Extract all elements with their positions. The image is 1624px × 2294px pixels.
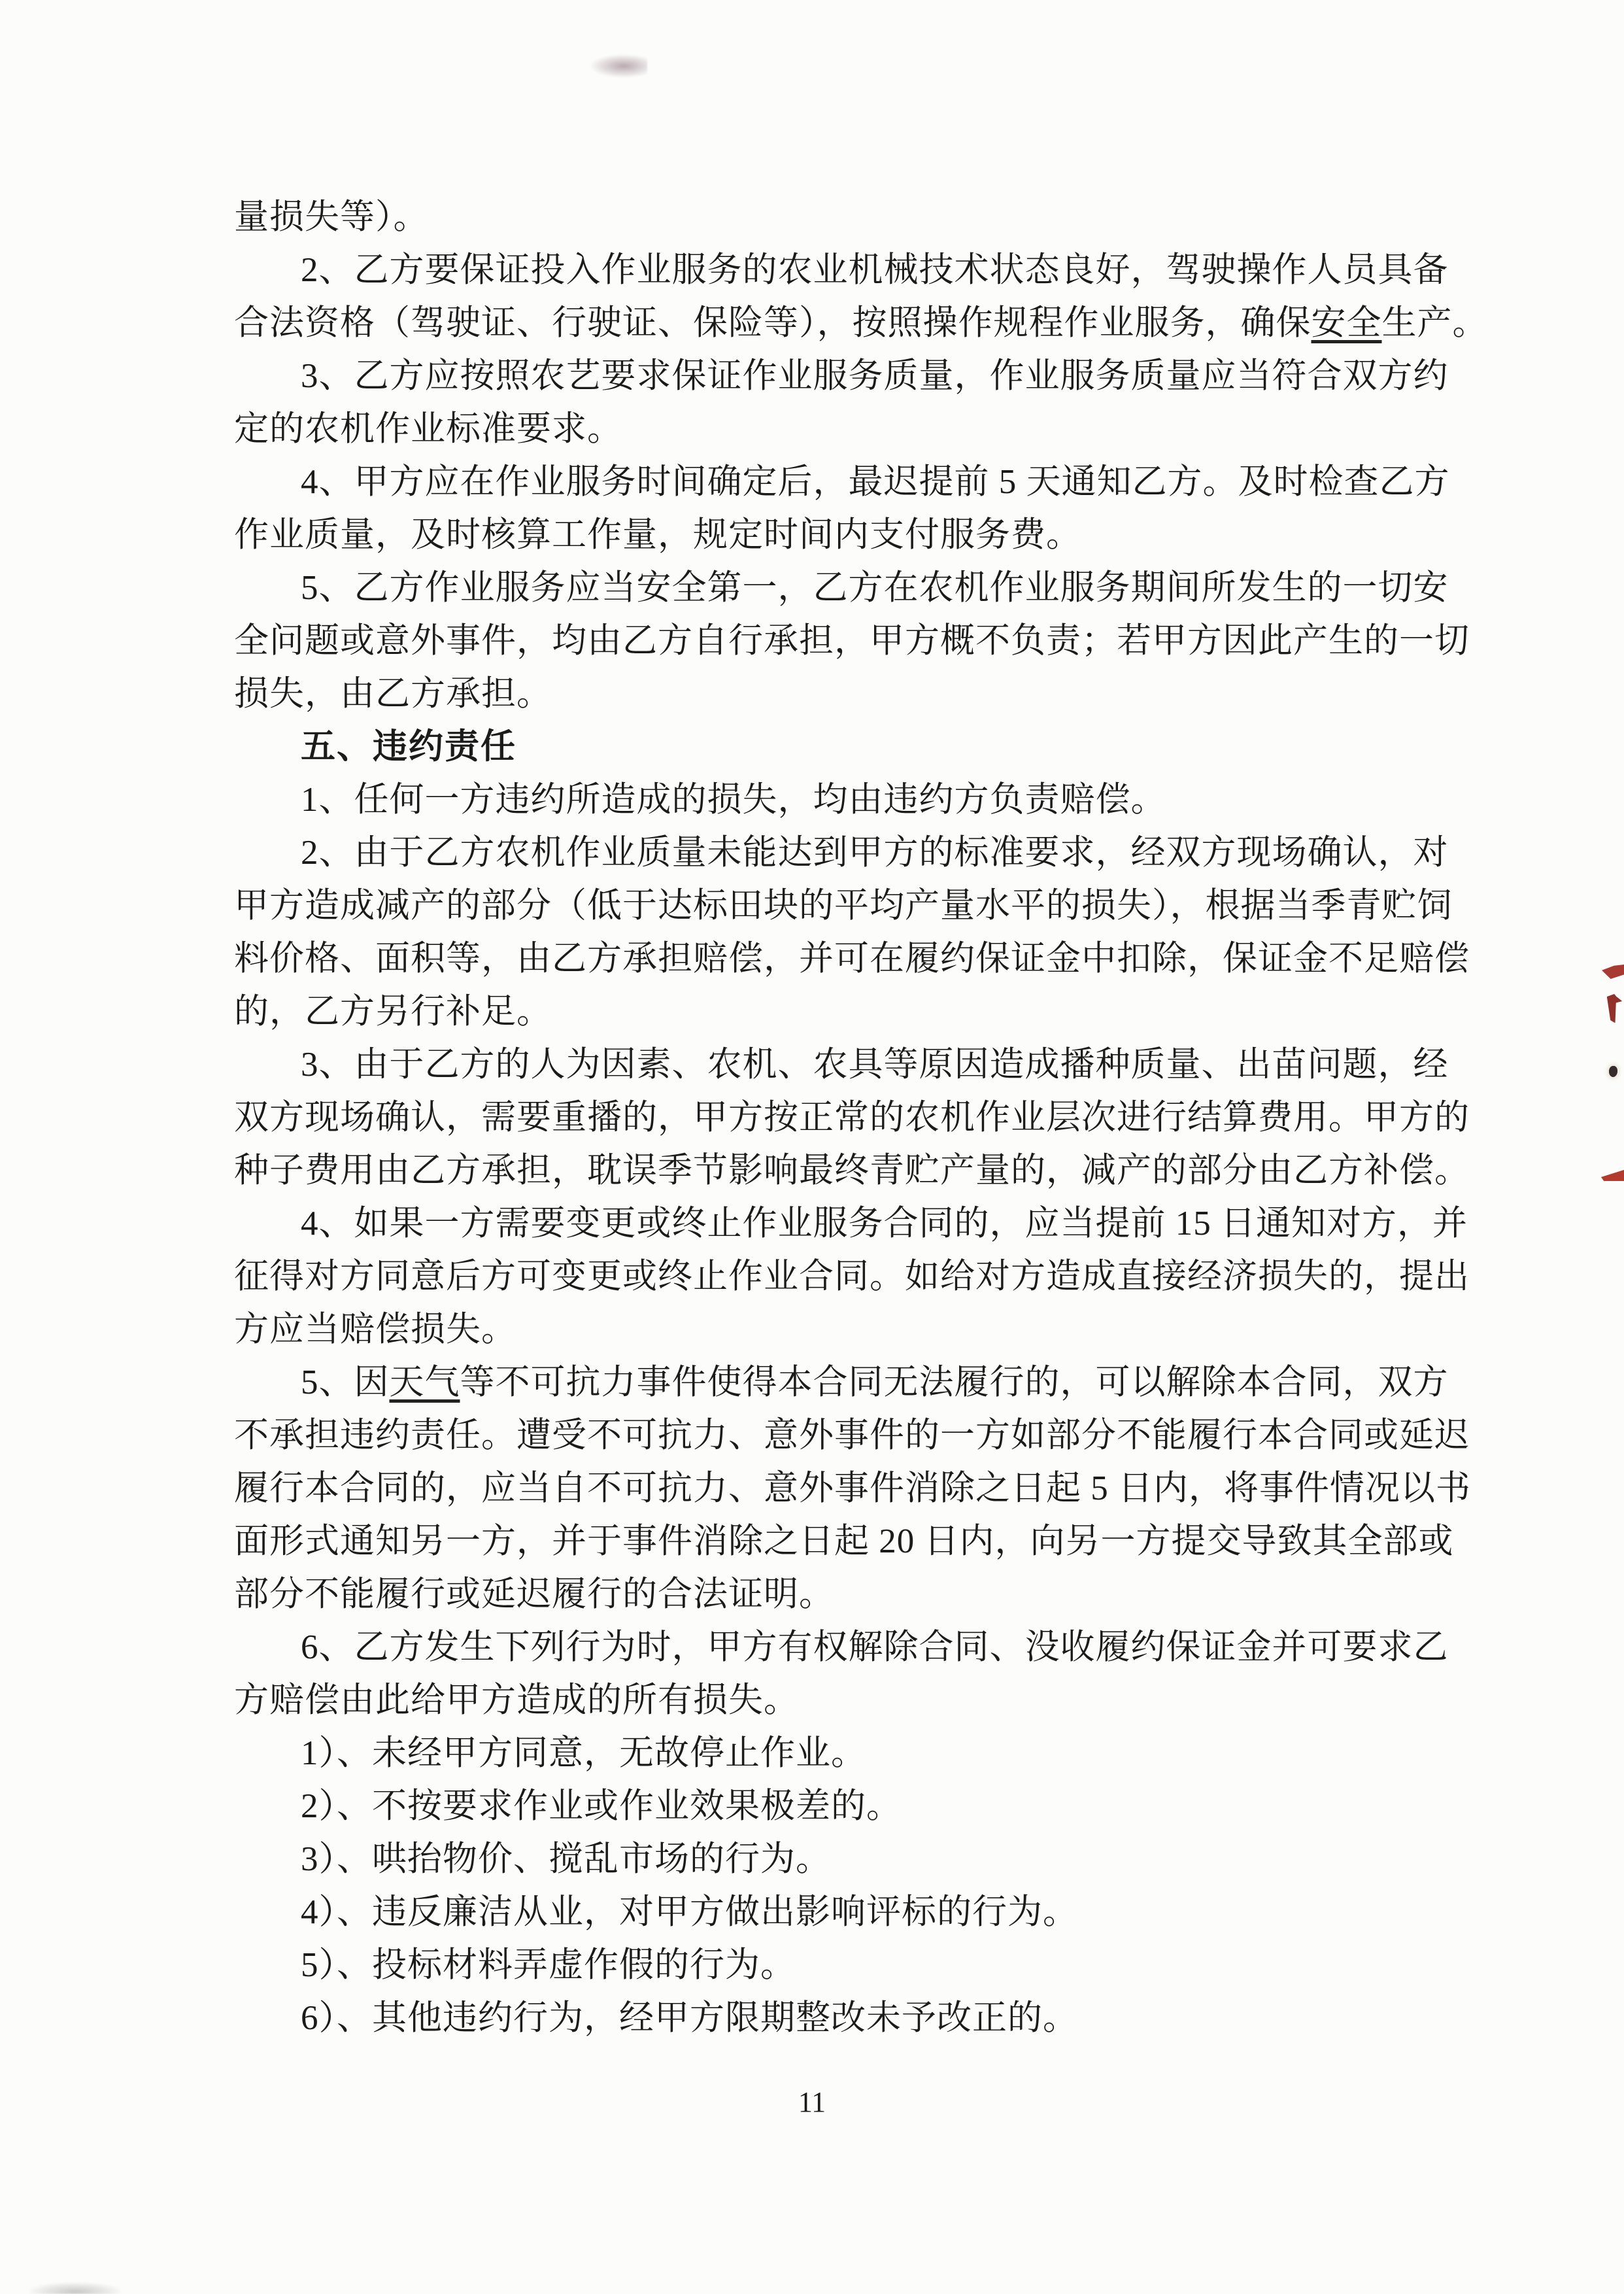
scan-smudge-top [588, 54, 647, 78]
text-line [234, 1886, 1404, 1939]
text-segment: 生产。 [1381, 304, 1488, 342]
text-line [234, 1250, 1470, 1303]
text-segment: 6）、其他违约行为，经甲方限期整改未予改正的。 [301, 1999, 1078, 2037]
text-line [234, 1621, 1449, 1674]
red-edge-mark-1 [1602, 965, 1624, 979]
text-segment: 征得对方同意后方可变更或终止作业合同。如给对方造成直接经济损失的，提出 [234, 1258, 1470, 1295]
text-line [234, 509, 1404, 562]
text-segment: 等不可抗力事件使得本合同无法履行的，可以解除本合同，双方 [460, 1363, 1449, 1401]
text-line [234, 1568, 1404, 1621]
text-line [234, 1091, 1470, 1144]
text-segment: 1、任何一方违约所造成的损失，均由违约方负责赔偿。 [301, 781, 1166, 819]
text-segment: 3、乙方应按照农艺要求保证作业服务质量，作业服务质量应当符合双方约 [301, 357, 1449, 395]
text-segment: 3、由于乙方的人为因素、农机、农具等原因造成播种质量、出苗问题，经 [301, 1046, 1449, 1084]
text-segment: 甲方造成减产的部分（低于达标田块的平均产量水平的损失），根据当季青贮饲 [234, 887, 1453, 925]
text-line [234, 1939, 1404, 1992]
text-segment: 3）、哄抬物价、搅乱市场的行为。 [301, 1840, 831, 1878]
text-segment: 的，乙方另行补足。 [234, 993, 552, 1031]
contract-text-block [234, 191, 1488, 2045]
text-line [234, 933, 1470, 985]
text-line [234, 1727, 1404, 1780]
text-segment: 2、乙方要保证投入作业服务的农业机械技术状态良好，驾驶操作人员具备 [301, 251, 1449, 289]
text-line [234, 244, 1449, 297]
text-segment: 方赔偿由此给甲方造成的所有损失。 [234, 1681, 799, 1719]
text-segment: 作业质量，及时核算工作量，规定时间内支付服务费。 [234, 516, 1081, 554]
text-segment: 种子费用由乙方承担，耽误季节影响最终青贮产量的，减产的部分由乙方补偿。 [234, 1152, 1470, 1190]
text-segment: 方应当赔偿损失。 [234, 1310, 516, 1348]
text-segment: 双方现场确认，需要重播的，甲方按正常的农机作业层次进行结算费用。甲方的 [234, 1099, 1470, 1137]
text-segment: 量损失等）。 [234, 198, 429, 236]
page-number: 11 [798, 2086, 826, 2118]
text-line [234, 297, 1488, 350]
text-line [234, 1303, 1404, 1356]
text-segment: 2）、不按要求作业或作业效果极差的。 [301, 1787, 902, 1825]
text-segment: 2、由于乙方农机作业质量未能达到甲方的标准要求，经双方现场确认，对 [301, 834, 1449, 872]
text-segment: 定的农机作业标准要求。 [234, 410, 622, 448]
text-segment: 1）、未经甲方同意，无故停止作业。 [301, 1734, 866, 1772]
text-line [234, 668, 1404, 721]
text-segment: 料价格、面积等，由乙方承担赔偿，并可在履约保证金中扣除，保证金不足赔偿 [234, 940, 1470, 978]
text-line [234, 562, 1449, 615]
text-line [234, 1356, 1449, 1409]
text-segment: 6、乙方发生下列行为时，甲方有权解除合同、没收履约保证金并可要求乙 [301, 1628, 1449, 1666]
text-segment: 5、因 [301, 1363, 390, 1401]
text-segment: 4、如果一方需要变更或终止作业服务合同的，应当提前 15 日通知对方，并 [301, 1205, 1468, 1242]
text-line [234, 456, 1450, 509]
text-line [234, 827, 1449, 880]
section-heading [234, 721, 1404, 774]
text-line [234, 880, 1453, 933]
text-line [234, 1780, 1404, 1833]
text-segment: 损失，由乙方承担。 [234, 675, 552, 713]
text-line [234, 1992, 1404, 2045]
text-line [234, 1462, 1471, 1515]
underlined-text: 安全 [1311, 304, 1382, 342]
scan-smudge-bottom [29, 2282, 121, 2294]
text-segment: 面形式通知另一方，并于事件消除之日起 20 日内，向另一方提交导致其全部或 [234, 1522, 1454, 1560]
text-line [234, 1144, 1470, 1197]
text-line [234, 1674, 1404, 1727]
text-line [234, 985, 1404, 1038]
text-segment: 4、甲方应在作业服务时间确定后，最迟提前 5 天通知乙方。及时检查乙方 [301, 463, 1450, 501]
text-line [234, 774, 1404, 827]
text-line [234, 1515, 1454, 1568]
ink-dot-mark [1609, 1066, 1617, 1077]
text-segment: 不承担违约责任。遭受不可抗力、意外事件的一方如部分不能履行本合同或延迟 [234, 1416, 1470, 1454]
text-line [234, 1197, 1468, 1250]
text-segment: 部分不能履行或延迟履行的合法证明。 [234, 1575, 834, 1613]
text-segment: 履行本合同的，应当自不可抗力、意外事件消除之日起 5 日内，将事件情况以书 [234, 1469, 1471, 1507]
red-edge-mark-3 [1601, 1170, 1624, 1181]
text-line [234, 350, 1449, 403]
text-segment: 4）、违反廉洁从业，对甲方做出影响评标的行为。 [301, 1893, 1078, 1931]
red-edge-mark-2 [1604, 993, 1623, 1023]
text-line [234, 615, 1470, 668]
text-line [234, 1409, 1470, 1462]
text-line [234, 403, 1404, 456]
text-line [234, 1038, 1449, 1091]
text-line [234, 191, 1404, 244]
underlined-text: 天气 [389, 1363, 460, 1401]
text-segment: 5）、投标材料弄虚作假的行为。 [301, 1946, 796, 1984]
text-segment: 五、违约责任 [301, 728, 516, 766]
text-line [234, 1833, 1404, 1886]
text-segment: 合法资格（驾驶证、行驶证、保险等），按照操作规程作业服务，确保 [234, 304, 1311, 342]
text-segment: 全问题或意外事件，均由乙方自行承担，甲方概不负责；若甲方因此产生的一切 [234, 622, 1470, 660]
text-segment: 5、乙方作业服务应当安全第一，乙方在农机作业服务期间所发生的一切安 [301, 569, 1449, 607]
